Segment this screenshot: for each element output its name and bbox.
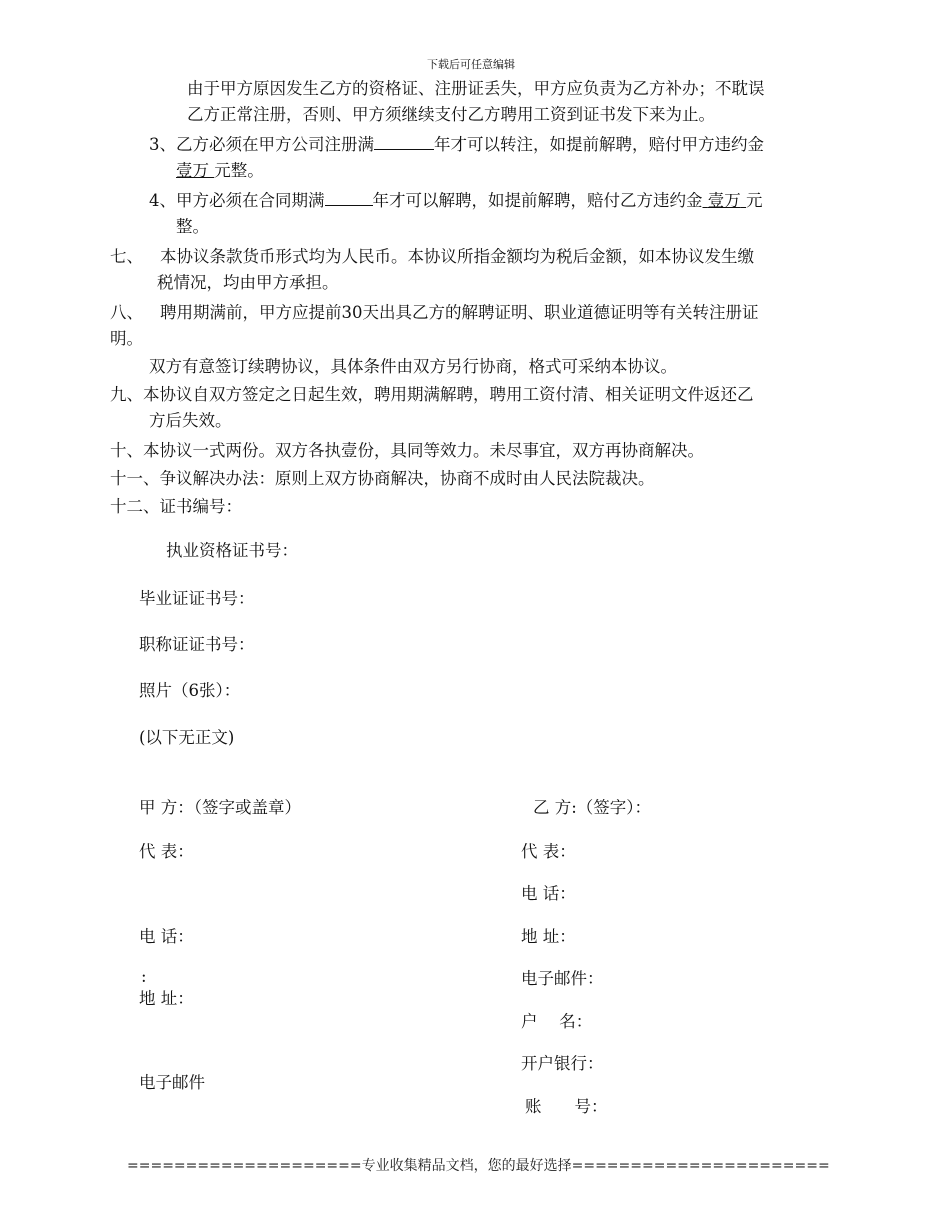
paragraph-line: 乙方正常注册，否则、甲方须继续支付乙方聘用工资到证书发下来为止。 (187, 105, 715, 124)
section-8-text: 明。 (110, 329, 143, 348)
party-b-bank: 开户银行： (521, 1054, 604, 1073)
section-12-text: 十二、证书编号： (110, 497, 242, 516)
clause-text: 元 (746, 191, 763, 210)
clause-text: 元整。 (214, 161, 264, 180)
section-number: 七、 (110, 247, 143, 266)
clause-text: 整。 (176, 217, 209, 236)
clause-item-3-cont (176, 160, 264, 182)
party-b-phone: 电 话： (521, 884, 576, 903)
party-a-phone: 电 话： (139, 927, 194, 946)
penalty-amount: 壹万 (176, 161, 209, 180)
clause-text: 3、乙方必须在甲方公司注册满 (149, 135, 374, 154)
party-b-address: 地 址： (521, 927, 576, 946)
title-cert-label: 职称证证书号： (139, 635, 255, 654)
footer-banner: ====================专业收集精品文档，您的最好选择====================== (127, 1158, 830, 1174)
photo-label: 照片（6张）： (139, 681, 241, 700)
party-a-heading: 甲 方：（签字或盖章） (139, 798, 301, 817)
party-b-email: 电子邮件： (521, 969, 604, 988)
penalty-amount: 壹万 (707, 191, 741, 210)
section-8-text: 聘用期满前，甲方应提前30天出具乙方的解聘证明、职业道德证明等有关转注册证 (160, 303, 759, 322)
party-a-rep: 代 表： (139, 842, 194, 861)
section-8-text: 双方有意签订续聘协议，具体条件由双方另行协商，格式可采纳本协议。 (149, 357, 677, 376)
section-number: 八、 (110, 303, 143, 322)
blank-years (374, 134, 434, 150)
graduation-cert-label: 毕业证证书号： (139, 589, 255, 608)
party-b-heading: 乙 方:（签字）： (533, 798, 652, 817)
party-a-colon: : (141, 967, 147, 986)
party-b-account-no: 账 号： (525, 1097, 608, 1116)
party-a-email: 电子邮件 (139, 1073, 205, 1092)
clause-item-3 (149, 134, 764, 156)
clause-item-4 (149, 190, 763, 212)
section-9-text: 方后失效。 (149, 411, 232, 430)
clause-text: 年才可以解聘，如提前解聘，赔付乙方违约金 (372, 191, 703, 210)
party-b-rep: 代 表： (521, 842, 576, 861)
section-9-text: 九、本协议自双方签定之日起生效，聘用期满解聘，聘用工资付清、相关证明文件返还乙 (110, 385, 754, 404)
section-7-text: 本协议条款货币形式均为人民币。本协议所指金额均为税后金额，如本协议发生缴 (160, 247, 754, 266)
section-7-text: 税情况，均由甲方承担。 (157, 273, 339, 292)
section-11-text: 十一、争议解决办法：原则上双方协商解决，协商不成时由人民法院裁决。 (110, 469, 655, 488)
party-a-address: 地 址： (139, 989, 194, 1008)
paragraph-line: 由于甲方原因发生乙方的资格证、注册证丢失，甲方应负责为乙方补办；不耽误 (187, 79, 765, 98)
party-b-account-name: 户 名： (521, 1012, 593, 1031)
section-10-text: 十、本协议一式两份。双方各执壹份，具同等效力。未尽事宜，双方再协商解决。 (110, 441, 704, 460)
header-note: 下载后可任意编辑 (427, 58, 515, 71)
clause-text: 年才可以转注，如提前解聘，赔付甲方违约金 (434, 135, 764, 154)
practice-cert-label: 执业资格证书号： (166, 541, 298, 560)
blank-years (325, 190, 373, 206)
clause-text: 4、甲方必须在合同期满 (149, 191, 325, 210)
end-of-text: (以下无正文) (139, 728, 235, 747)
